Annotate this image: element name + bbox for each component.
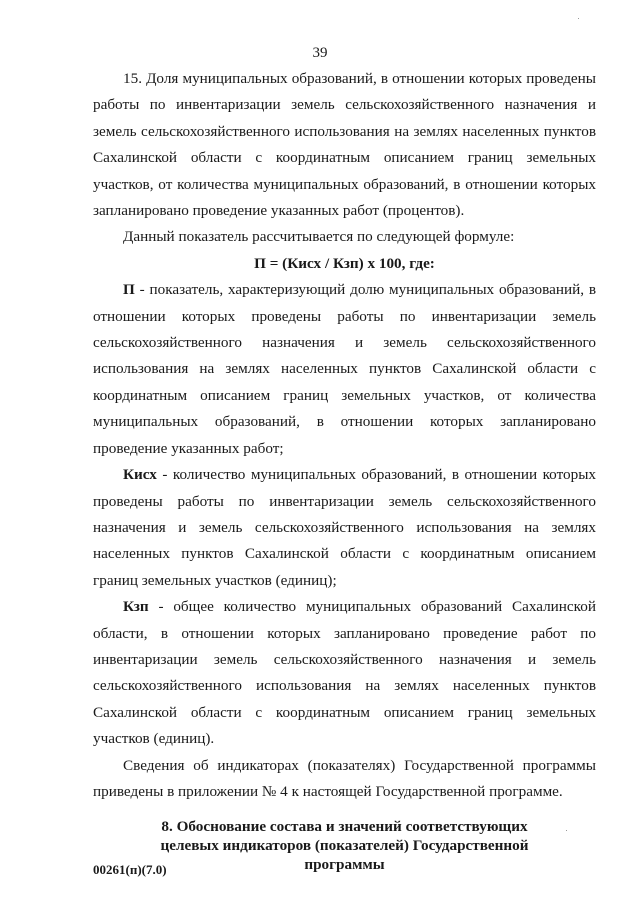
paragraph-indicators-reference: Сведения об индикаторах (показателях) Государственной программы приведены в приложении № 4 к настоящей Государственной программе. [93, 756, 596, 800]
definition-kzp-text: - общее количество муниципальных образований Сахалинской области, в отношении которых запланировано проведение работ по инвентаризации земель сельскохозяйственного назначения и земель сельскохозяйственного использования на землях населенных пунктов Сахалинской области с координатным описанием границ земельных участков (единиц). [93, 598, 596, 748]
scan-speck [578, 18, 579, 19]
definition-p-text: - показатель, характеризующий долю муниципальных образований, в отношении которых проведены работы по инвентаризации земель сельскохозяйственного назначения и земель сельскохозяйственного использования на землях населенных пунктов Сахалинской области с координатным описанием границ земельных участков, от количества муниципальных образований, в отношении которых запланировано проведение указанных работ; [93, 281, 596, 457]
paragraph-indicator-15: 15. Доля муниципальных образований, в отношении которых проведены работы по инвентаризации земель сельскохозяйственного назначения и земель сельскохозяйственного использования на землях населенных пунктов Сахалинской области с координатным описанием границ земельных участков, от количества муниципальных образований, в отношении которых запланировано проведение указанных работ (процентов). [93, 70, 596, 220]
scan-speck [566, 830, 567, 831]
definition-kisx [93, 462, 596, 594]
paragraph-formula-intro: Данный показатель рассчитывается по следующей формуле: [123, 228, 515, 246]
formula: П = (Кисх / Кзп) х 100, где: [254, 254, 435, 272]
term-p: П [123, 281, 135, 299]
section-heading-line-1: 8. Обоснование состава и значений соответствующих [161, 818, 528, 836]
section-heading-line-3: программы [304, 856, 385, 874]
term-kzp: Кзп [123, 598, 149, 616]
definition-kisx-text: - количество муниципальных образований, в отношении которых проведены работы по инвентаризации земель сельскохозяйственного назначения и земель сельскохозяйственного использования на землях населенных пунктов Сахалинской области с координатным описанием границ земельных участков (единиц); [93, 466, 596, 589]
document-code: 00261(п)(7.0) [93, 862, 167, 877]
section-heading-line-2: целевых индикаторов (показателей) Государственной [160, 837, 529, 855]
document-body [93, 66, 596, 874]
term-kisx: Кисх [123, 466, 157, 484]
definition-p [93, 277, 596, 462]
section-heading [93, 817, 596, 874]
definition-kzp [93, 594, 596, 752]
page-number: 39 [312, 45, 328, 61]
